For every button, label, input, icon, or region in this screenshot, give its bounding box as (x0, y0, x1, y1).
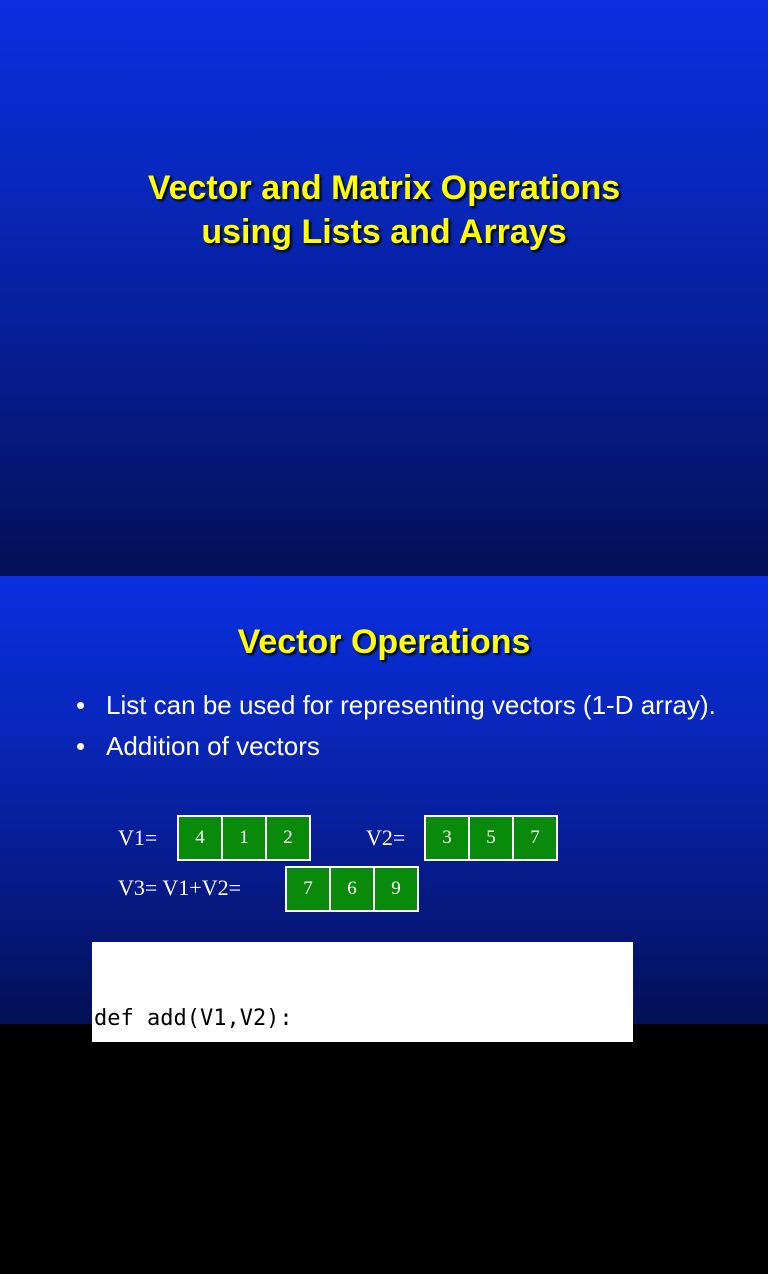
code-line: V3=[0 for i in range(len(V1))] (94, 1096, 518, 1121)
bullet-icon: • (76, 690, 86, 720)
v3-label: V3= V1+V2= (118, 875, 241, 900)
title-line-1: Vector and Matrix Operations (147, 169, 621, 207)
slide-vector-operations (0, 576, 768, 1211)
code-line: def add(V1,V2): (94, 1006, 293, 1031)
vector-v2 (424, 815, 558, 861)
bullet-item (76, 728, 736, 765)
v2-label: V2= (366, 825, 406, 850)
slide-heading: Vector Operations (237, 623, 531, 661)
vector-cell: 3 (426, 817, 468, 859)
vector-cell: 1 (223, 817, 265, 859)
vector-cell: 7 (287, 868, 329, 910)
vector-cell: 6 (331, 868, 373, 910)
bullet-list (76, 687, 736, 769)
bullet-text: Addition of vectors (106, 731, 320, 761)
bullet-icon: • (76, 731, 86, 761)
vector-cell: 4 (179, 817, 221, 859)
v1-label: V1= (118, 825, 158, 850)
bullet-text: List can be used for representing vectors (1-D array). (106, 690, 716, 720)
slide-title (0, 0, 768, 576)
vector-cell: 7 (514, 817, 556, 859)
vector-v3 (285, 866, 419, 912)
vector-cell: 2 (267, 817, 309, 859)
code-line: for i in range(len(V1)): (94, 1186, 439, 1211)
vector-cell: 9 (375, 868, 417, 910)
title-line-2: using Lists and Arrays (201, 213, 567, 251)
vector-cell: 5 (470, 817, 512, 859)
vector-v1 (177, 815, 311, 861)
code-block (92, 942, 633, 1211)
slide-title-heading (0, 166, 768, 254)
bullet-item (76, 687, 736, 724)
